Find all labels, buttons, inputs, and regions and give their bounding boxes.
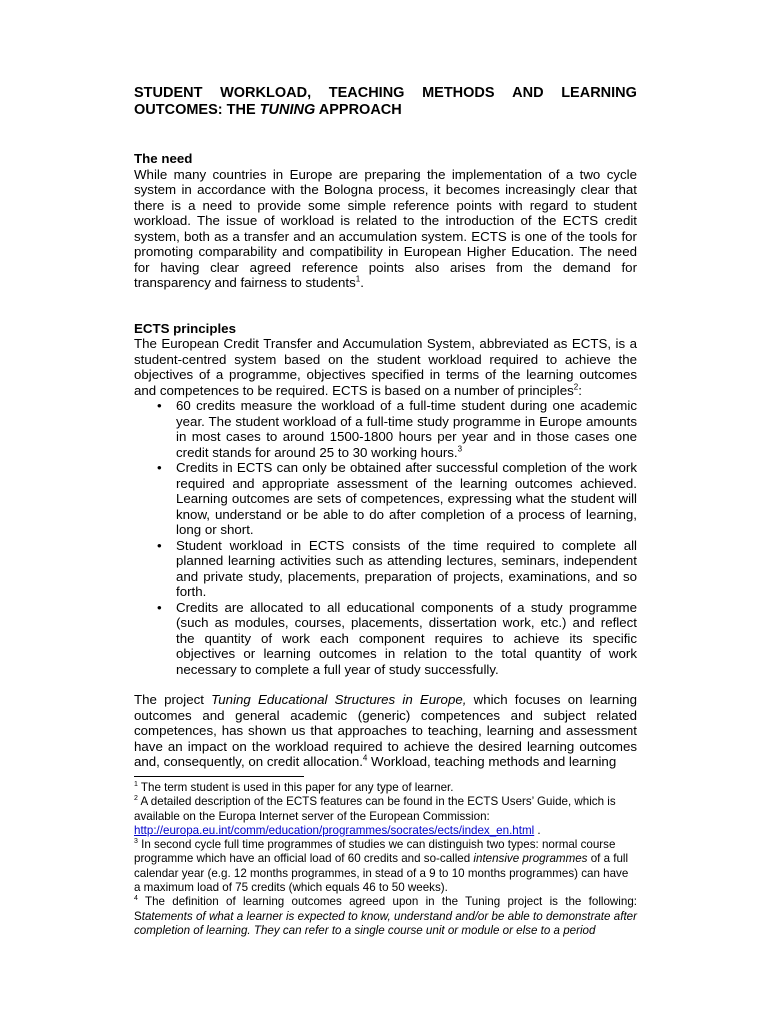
title-word: WORKLOAD, [220, 85, 312, 101]
bullet-icon: • [157, 537, 162, 553]
document-title [134, 85, 637, 119]
list-item: • Student workload in ECTS consists of the time required to complete all planned learning activities such as attending lectures, seminars, independent and private study, placements, preparation of projects, examinations, and so forth. [157, 537, 637, 599]
bullet-icon: • [157, 460, 162, 475]
footnote-4: $^4$ The definition of learning outcomes agreed upon in the Tuning project is the following: Statements of what a learner is expected to know, understand and/or be able to demonstrate after completion of learning. They can refer to a single course unit or module or else to a period [134, 895, 637, 937]
list-item: • 60 credits measure the workload of a full-time student during one academic year. The student workload of a full-time study programme in Europe amounts in most cases to around 1500-1800 hours per year and in those cases one credit stands for around 25 to 30 working hours.$^3$ [157, 398, 637, 460]
section-the-need [134, 151, 637, 291]
section-heading: The need [134, 151, 193, 166]
bullet-icon: • [157, 599, 162, 615]
footnote-2: $^2$ A detailed description of the ECTS features can be found in the ECTS Users’ Guide, which is available on the Europa Internet server of the European Commission: http://europa.eu.int/comm/education/programmes/socrates/ects/index_en.html . [134, 795, 616, 837]
title-line-2: OUTCOMES: THE TUNING APPROACH [134, 102, 402, 118]
title-word: TEACHING [328, 85, 405, 101]
footnote-ref: 1 [355, 274, 361, 284]
ects-guide-link[interactable]: http://europa.eu.int/comm/education/programmes/socrates/ects/index_en.html [134, 823, 535, 837]
footnote-ref: 4 [362, 753, 368, 763]
title-line-1 [134, 85, 637, 102]
paragraph-tuning-project: The project Tuning Educational Structures in Europe, which focuses on learning outcomes and general academic (generic) competences and subject related competences, has shown us that approaches to teaching, learning and assessment have an impact on the workload required to achieve the desired learning outcomes and, consequently, on credit allocation.$^4$ Workload, teaching methods and learning [134, 692, 637, 769]
document-page [134, 85, 637, 770]
list-item: • Credits in ECTS can only be obtained after successful completion of the work required and appropriate assessment of the learning outcomes achieved. Learning outcomes are sets of competences, expressing what the student will know, understand or be able to do after completion of a process of learning, long or short. [157, 460, 637, 537]
bullet-icon: • [157, 398, 162, 413]
footnotes [134, 781, 637, 938]
title-word: STUDENT [134, 85, 203, 101]
paragraph-need: While many countries in Europe are preparing the implementation of a two cycle system in accordance with the Bologna process, it becomes increasingly clear that there is a need to provide some simple reference points with regard to student workload. The issue of workload is related to the introduction of the ECTS credit system, both as a transfer and an accumulation system. ECTS is one of the tools for promoting comparability and compatibility in European Higher Education. The need for having clear agreed reference points also arises from the demand for transparency and fairness to students$^1$. [134, 166, 637, 290]
section-heading: ECTS principles [134, 320, 236, 336]
principles-list [134, 398, 637, 677]
title-word: METHODS [422, 85, 495, 101]
section-ects-principles [134, 321, 637, 678]
list-item: • Credits are allocated to all educational components of a study programme (such as modules, courses, placements, dissertation work, etc.) and reflect the quantity of work each component requires to achieve its specific objectives or learning outcomes in relation to the total quantity of work necessary to complete a full year of study successfully. [157, 599, 637, 677]
footnote-ref: 2 [573, 382, 579, 392]
footnote-divider [134, 776, 304, 777]
footnote-1: $^1$ The term student is used in this paper for any type of learner. [134, 781, 454, 794]
paragraph-ects-intro: The European Credit Transfer and Accumulation System, abbreviated as ECTS, is a student-centred system based on the student workload required to achieve the objectives of a programme, objectives specified in terms of the learning outcomes and competences to be required. ECTS is based on a number of principles$^2$: [134, 336, 637, 398]
footnote-ref: 3 [457, 444, 463, 454]
footnote-3: $^3$ In second cycle full time programmes of studies we can distinguish two types: normal course programme which have an official load of 60 credits and so-called intensive programmes of a full calendar year (e.g. 12 months programmes, in stead of a 9 to 10 months programmes) can have a maximum load of 75 credits (which equals 46 to 50 weeks). [134, 838, 629, 895]
title-word: AND [512, 85, 544, 101]
title-word: LEARNING [561, 85, 637, 101]
